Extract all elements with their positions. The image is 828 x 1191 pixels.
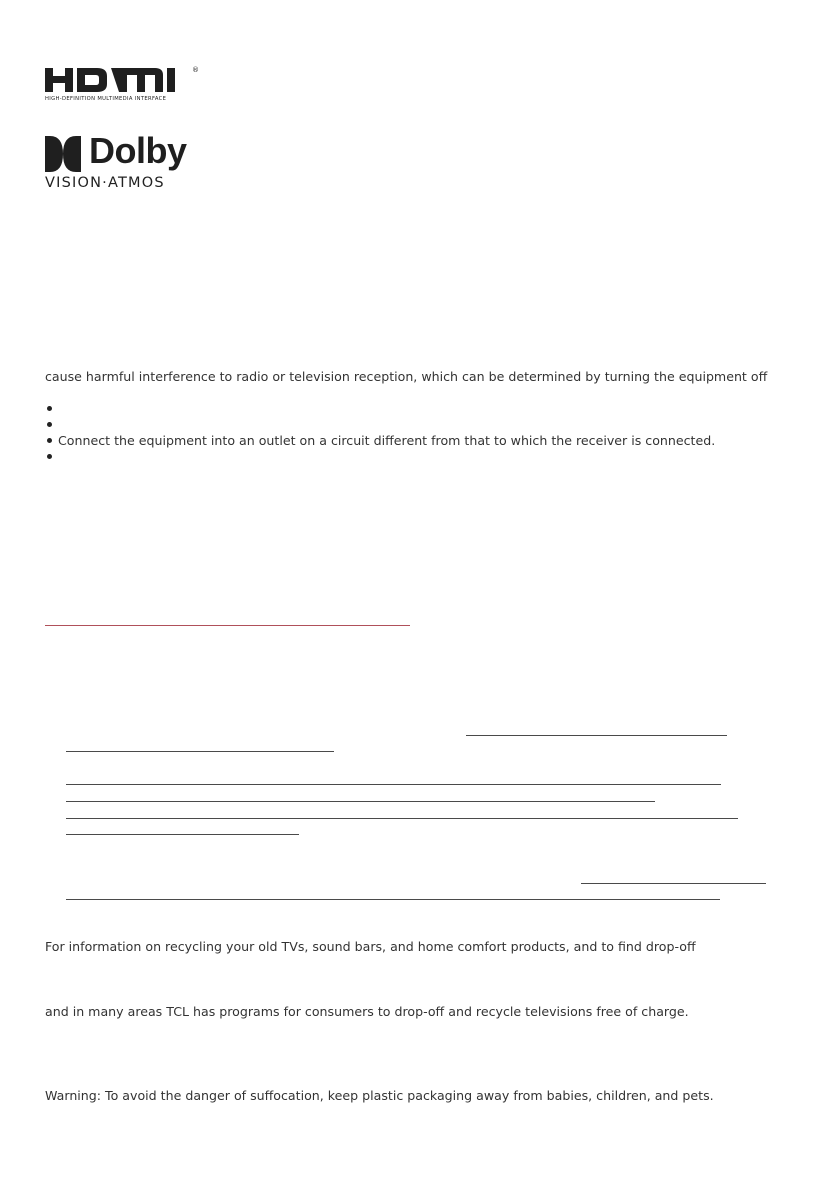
hdmi-tagline: HIGH-DEFINITION MULTIMEDIA INTERFACE	[45, 96, 167, 102]
dolby-double-d-icon	[45, 136, 81, 172]
link-underline[interactable]	[66, 818, 738, 819]
list-item: Connect the equipment into an outlet on a circuit different from that to which the receiver is connected.	[58, 433, 716, 448]
link-underline[interactable]	[45, 625, 410, 626]
registered-mark: ®	[192, 66, 199, 74]
bullet-dot	[47, 422, 52, 427]
hdmi-wordmark-icon	[45, 66, 205, 96]
recycling-line-1: For information on recycling your old TVs, sound bars, and home comfort products, and to find drop-off	[45, 939, 696, 954]
link-underline[interactable]	[66, 751, 334, 752]
interference-line: cause harmful interference to radio or television reception, which can be determined by turning the equipment off	[45, 369, 768, 384]
suffocation-warning: Warning: To avoid the danger of suffocation, keep plastic packaging away from babies, children, and pets.	[45, 1088, 714, 1103]
link-underline[interactable]	[66, 899, 720, 900]
link-underline[interactable]	[66, 784, 721, 785]
bullet-dot	[47, 438, 52, 443]
dolby-wordmark: Dolby	[89, 130, 187, 171]
recycling-line-2: and in many areas TCL has programs for consumers to drop-off and recycle televisions free of charge.	[45, 1004, 689, 1019]
dolby-subline: VISION·ATMOS	[45, 175, 165, 191]
dolby-logo	[45, 130, 195, 176]
link-underline[interactable]	[66, 801, 655, 802]
link-underline[interactable]	[66, 834, 299, 835]
bullet-dot	[47, 406, 52, 411]
link-underline[interactable]	[581, 883, 766, 884]
bullet-dot	[47, 454, 52, 459]
link-underline[interactable]	[466, 735, 727, 736]
